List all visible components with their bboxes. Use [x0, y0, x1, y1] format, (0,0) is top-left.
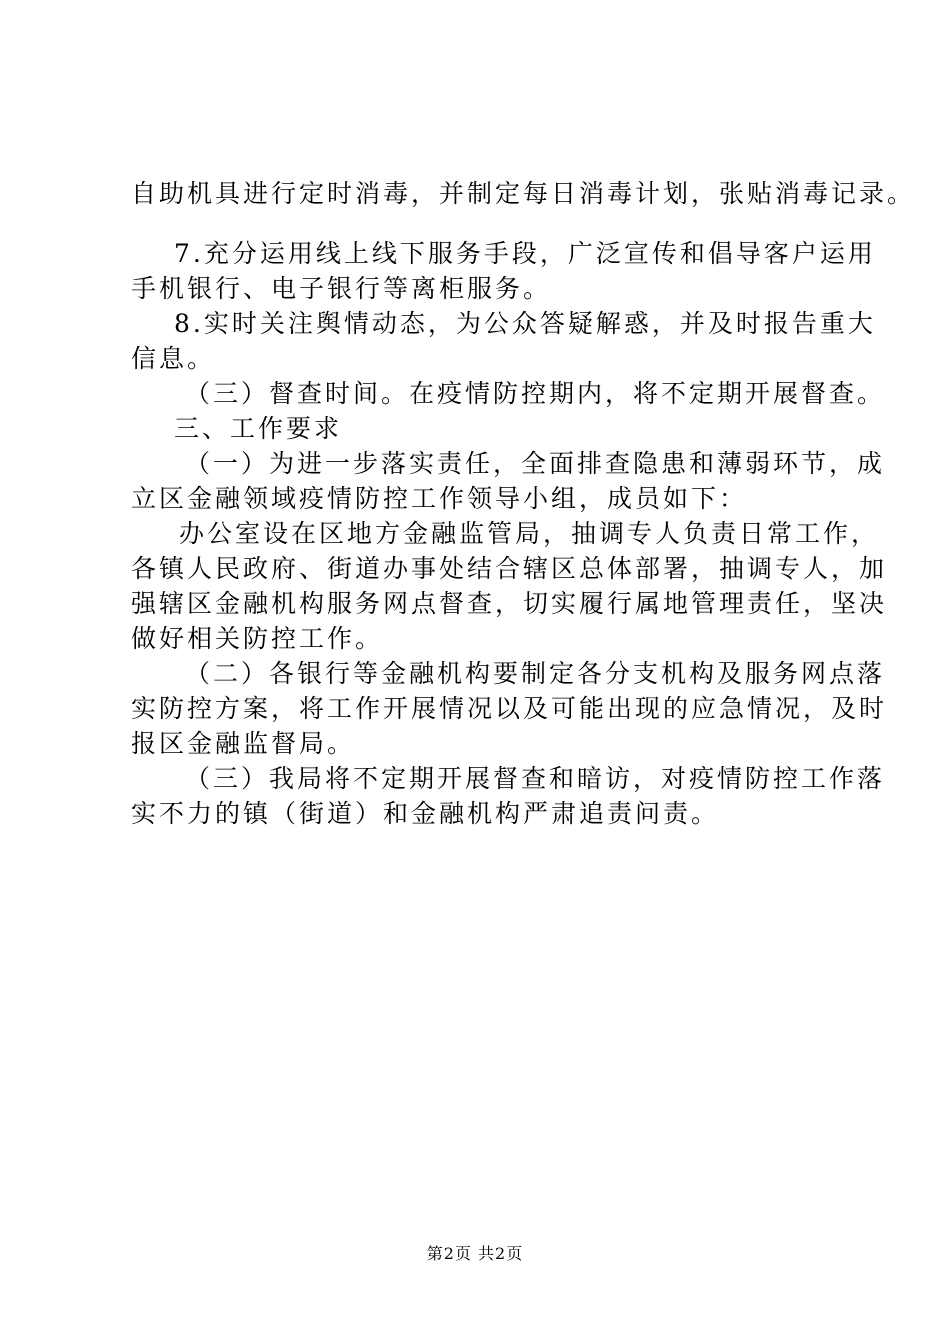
paragraph-line: 做好相关防控工作。 [131, 624, 384, 653]
paragraph-line: 立区金融领域疫情防控工作领导小组，成员如下： [131, 484, 748, 513]
paragraph-line: 各镇人民政府、街道办事处结合辖区总体部署，抽调专人，加 [131, 554, 888, 583]
paragraph-line: 实防控方案，将工作开展情况以及可能出现的应急情况，及时 [131, 694, 888, 723]
paragraph-line: 报区金融监督局。 [131, 729, 356, 758]
paragraph-line: 实不力的镇（街道）和金融机构严肃追责问责。 [131, 799, 720, 828]
page-footer: 第2页 共2页 [426, 1244, 524, 1263]
paragraph-line: 8.实时关注舆情动态，为公众答疑解惑，并及时报告重大 [174, 309, 876, 338]
paragraph-line: 办公室设在区地方金融监管局，抽调专人负责日常工作， [179, 519, 880, 548]
paragraph-line: （二）各银行等金融机构要制定各分支机构及服务网点落 [185, 659, 886, 688]
paragraph-line: 强辖区金融机构服务网点督查，切实履行属地管理责任，坚决 [131, 589, 888, 618]
paragraph-line: （一）为进一步落实责任，全面排查隐患和薄弱环节，成 [185, 449, 886, 478]
paragraph-line: （三）督查时间。在疫情防控期内，将不定期开展督查。 [185, 379, 886, 408]
paragraph-line: 信息。 [131, 344, 216, 373]
paragraph-line: 7.充分运用线上线下服务手段，广泛宣传和倡导客户运用 [174, 239, 876, 268]
paragraph-line: 手机银行、电子银行等离柜服务。 [131, 274, 552, 303]
document-body [131, 176, 916, 831]
paragraph-line: （三）我局将不定期开展督查和暗访，对疫情防控工作落 [185, 764, 886, 793]
section-heading: 三、工作要求 [174, 414, 343, 443]
paragraph-gap [131, 211, 851, 236]
paragraph-line: 自助机具进行定时消毒，并制定每日消毒计划，张贴消毒记录。 [131, 179, 916, 208]
